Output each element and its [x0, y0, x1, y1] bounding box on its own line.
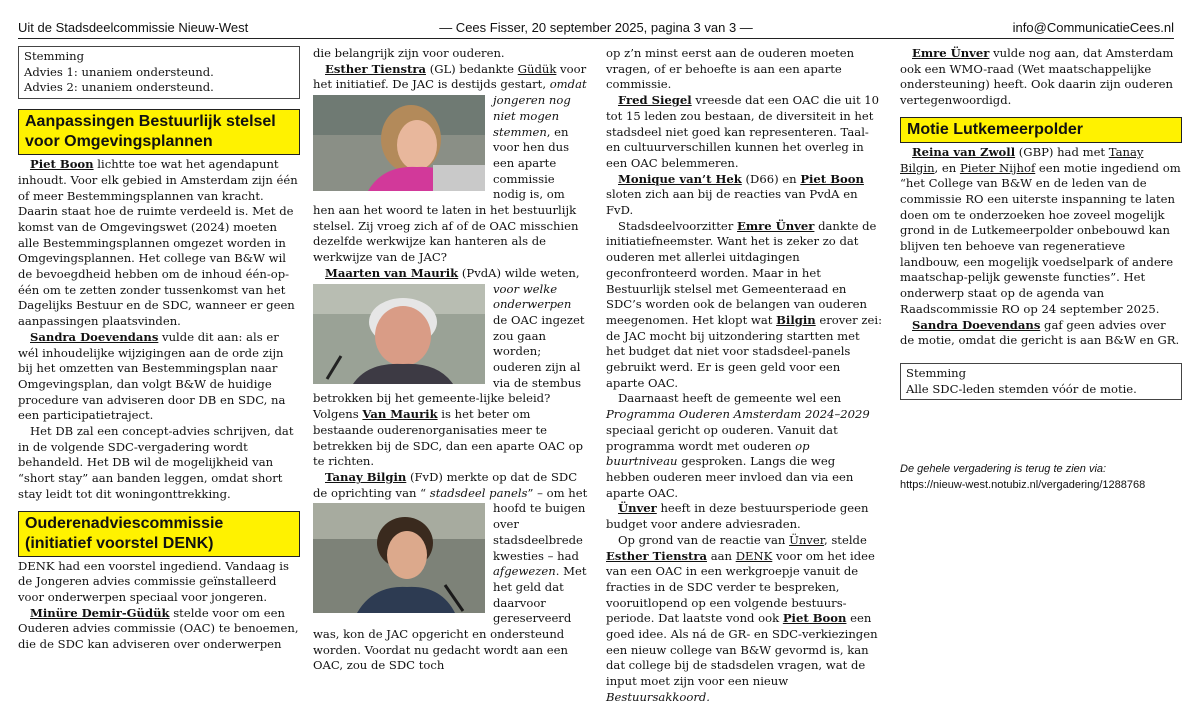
paragraph: [18, 330, 300, 424]
paragraph-text: Volgens: [313, 407, 363, 422]
paragraph-text: ” – om het hoofd te buigen over stadsdeelbrede kwesties – had: [493, 485, 588, 563]
person-name: Minüre Demir-Güdük: [30, 605, 170, 620]
paragraph-text: lichtte toe wat het agendapunt inhoudt. Voor elk gebied in Amsterdam zijn één of meer Bestemmingsplannen van kracht. Daarin staat hoe de ruimte verdeeld is. Met de komst van de Omgevingswet (2024) moeten alle Bestemmingsplannen omgezet worden in Omgevingsplannen. Het college van B&W wil de bevoegdheid hebben om de inhoud één-op-één om te zetten zonder tussenkomst van het Dagelijks Bestuur en de SDC, wanneer er geen aanpassingen plaatsvinden.: [18, 157, 298, 329]
spacer: [900, 109, 1182, 117]
paragraph-text-italic: voor welke onderwerpen: [493, 281, 572, 312]
person-name: Sandra Doevendans: [30, 329, 159, 344]
person-name: Piet Boon: [782, 611, 847, 626]
person-name: Reina van Zwoll: [912, 144, 1016, 159]
paragraph-text: Stadsdeelvoorzitter: [618, 218, 738, 233]
paragraph-text: sloten zich aan bij de reacties van PvdA en FvD.: [606, 187, 858, 218]
person-name: Fred Siegel: [618, 93, 692, 108]
paragraph-text: voor om het idee van een OAC in een werkgroepje vanuit de fracties in de SDC verder te bespreken, vooruitlopend op een volgende bestuurs-periode. Dat laatste vond ook: [606, 548, 875, 626]
paragraph-text: speciaal gericht op ouderen. Vanuit dat programma wordt met ouderen: [606, 422, 838, 453]
spacer: [18, 503, 300, 511]
header-source: Uit de Stadsdeelcommissie Nieuw-West: [18, 20, 249, 35]
paragraph: Het DB zal een concept-advies schrijven, dat in de volgende SDC-vergadering wordt behandeld. Het DB wil de mogelijkheid van “short stay” aan banden leggen, omdat short stay leidt tot dit woningonttrekking.: [18, 424, 294, 501]
paragraph-text: de OAC ingezet zou gaan worden; ouderen zijn al via de stembus betrokken bij het gemeente-lijke beleid?: [313, 312, 585, 406]
paragraph-text: is het beter om bestaande ouderenorganisaties meer te betrekken bij de SDC, dan een aparte OAC op te richten.: [313, 407, 584, 469]
footer-note: De gehele vergadering is terug te zien via:: [900, 463, 1107, 476]
person-reference: Pieter Nijhof: [959, 160, 1036, 175]
paragraph: [313, 470, 588, 674]
paragraph-text: aan: [707, 548, 736, 563]
paragraph-text: vulde dit aan: als er wél inhoudelijke wijzigingen aan de orde zijn bij het omzetten van Bestemmingsplan naar Omgevingsplan, dan volgt B&W de huidige procedure van adviseren door DB en SDC, na een participatietraject.: [18, 329, 286, 423]
section-heading-ouderenadviescommissie: Ouderenadviescommissie (initiatief voorstel DENK): [18, 511, 300, 557]
person-name: Sandra Doevendans: [912, 317, 1041, 332]
spacer: [900, 349, 1182, 363]
person-name: Bilgin: [776, 312, 816, 327]
header-email[interactable]: info@CommunicatieCees.nl: [1012, 20, 1174, 35]
spacer: [900, 410, 1182, 462]
stemming-advies-1: Advies 1: unaniem ondersteund.: [24, 64, 214, 79]
person-name: Emre Ünver: [737, 218, 815, 233]
paragraph-text: , en voor hen dus een aparte commissie nodig is, om hen aan het woord te laten in het bestuurlijk stelsel. Zij vroeg zich af of de OAC misschien dezelfde werkwijze kan hanteren als de werkwijze van de JAC?: [313, 124, 579, 265]
paragraph: [606, 501, 882, 532]
paragraph-text: (GBP) had met: [1015, 144, 1109, 159]
paragraph-text-italic: op buurtniveau: [606, 438, 810, 469]
paragraph: DENK had een voorstel ingediend. Vandaag is de Jongeren advies commissie geïnstalleerd voor onderwerpen speciaal voor jongeren.: [18, 558, 289, 604]
paragraph-text-italic: afgewezen: [493, 564, 556, 579]
photo-tanay-bilgin: [313, 503, 485, 613]
person-name: Esther Tienstra: [325, 61, 427, 76]
paragraph-text: erover zei: de JAC mocht bij uitzondering startten met het budget dat niet voor stadsdeel-panels gebruikt werd. Er is geen geld voor een aparte OAC.: [606, 312, 882, 390]
paragraph-text-italic: omdat jongeren nog niet mogen stemmen: [493, 77, 587, 139]
paragraph-text: (FvD) merkte op dat de SDC de oprichting van “: [313, 469, 578, 500]
paragraph: [900, 318, 1182, 349]
person-name: Esther Tienstra: [606, 548, 708, 563]
paragraph: [606, 391, 882, 501]
photo-maarten-van-maurik: [313, 284, 485, 384]
section-heading-lutkemeerpolder: Motie Lutkemeerpolder: [900, 117, 1182, 143]
stemming-title: Stemming: [906, 365, 967, 380]
paragraph-text-italic: Bestuursakkoord.: [606, 689, 710, 704]
paragraph-text: heeft in deze bestuursperiode geen budget voor andere adviesraden.: [606, 501, 869, 532]
paragraph: [900, 46, 1182, 109]
paragraph: [606, 219, 882, 392]
stemming-box: [900, 363, 1182, 400]
paragraph-text: dankte de initiatiefneemster. Want het is zeker zo dat ouderen met allerlei uitdagingen geconfronteerd worden. Maar in het Bestuurlijk stelsel met Gemeenteraad en SDC’s worden ook de belangen van ouderen meegenomen. Het klopt wat: [606, 218, 877, 327]
paragraph-text: een goed idee. Als ná de GR- en SDC-verkiezingen een nieuw college van B&W gevormd is, kan dat college bij de stadsdelen vragen, wat de input moet zijn voor een nieuw: [606, 611, 878, 689]
person-name: Tanay Bilgin: [325, 469, 407, 484]
paragraph: [900, 145, 1182, 318]
paragraph: [313, 266, 588, 407]
paragraph-text: , en: [934, 160, 960, 175]
person-name: Ünver: [618, 501, 657, 516]
person-name: Piet Boon: [30, 157, 94, 172]
stemming-box: [18, 46, 300, 99]
column-3: [606, 46, 882, 704]
paragraph-text: (D66) en: [741, 171, 801, 186]
paragraph: [313, 62, 588, 266]
photo-esther-tienstra: [313, 95, 485, 191]
paragraph-text-italic: Programma Ouderen Amsterdam 2024–2029: [606, 407, 870, 422]
column-1: [18, 46, 300, 657]
paragraph: die belangrijk zijn voor ouderen.: [313, 46, 505, 60]
person-reference: Ünver: [789, 532, 824, 547]
paragraph-text: Daarnaast heeft de gemeente wel een: [618, 391, 842, 406]
column-4: [900, 46, 1182, 657]
paragraph-text: . Met het geld dat daarvoor gereserveerd was, kon de JAC opgericht en ondersteund worden. Voordat nu gedacht wordt aan een OAC, zou de SDC toch: [313, 564, 587, 673]
person-reference: Van Maurik: [362, 407, 438, 422]
paragraph: [606, 93, 882, 172]
paragraph: [18, 157, 300, 330]
person-name: Piet Boon: [800, 171, 864, 186]
page-header: [18, 20, 1174, 39]
paragraph-text: , stelde: [823, 532, 867, 547]
paragraph-text: gaf geen advies over de motie, omdat die gericht is aan B&W en GR.: [900, 317, 1180, 348]
paragraph: [18, 606, 300, 653]
stemming-result: Alle SDC-leden stemden vóór de motie.: [906, 381, 1137, 396]
person-reference: Güdük: [517, 61, 557, 76]
paragraph-text: vulde nog aan, dat Amsterdam ook een WMO-raad (Wet maatschappelijke ondersteuning) heeft. Ook daarin zijn ouderen vertegenwoordigd.: [900, 46, 1174, 108]
header-author-date: — Cees Fisser, 20 september 2025, pagina 3 van 3 —: [439, 20, 753, 35]
paragraph-text: Op grond van de reactie van: [618, 532, 790, 547]
person-reference: Tanay Bilgin: [900, 144, 1144, 175]
section-heading-bestuurlijk-stelsel: Aanpassingen Bestuurlijk stelsel voor Omgevingsplannen: [18, 109, 300, 155]
paragraph: op z’n minst eerst aan de ouderen moeten vragen, of er behoefte is aan een aparte commissie.: [606, 46, 855, 92]
paragraph-text: (GL) bedankte: [426, 61, 518, 76]
paragraph-text: voor het initiatief. De JAC is destijds gestart,: [313, 61, 587, 92]
paragraph-text-italic: stadsdeel panels: [429, 485, 528, 500]
paragraph: [606, 172, 882, 219]
paragraph: [313, 407, 588, 470]
paragraph-text: vreesde dat een OAC die uit 10 tot 15 leden zou bestaan, de diversiteit in het stadsdeel niet goed kan representeren. Taal- en cultuurverschillen kunnen het overleg in een OAC belemmeren.: [606, 93, 880, 170]
stemming-advies-2: Advies 2: unaniem ondersteund.: [24, 80, 214, 95]
meeting-video-link[interactable]: https://nieuw-west.notubiz.nl/vergadering/1288768: [900, 479, 1146, 492]
column-2: [313, 46, 588, 673]
person-name: Monique van’t Hek: [618, 171, 742, 186]
paragraph-text: een motie ingediend om “het College van B&W en de leden van de commissie RO een uiterste inspanning te laten doen om te onderzoeken hoe zoveel mogelijk grond in de Lutkemeerpolder onbebouwd kan blijven ten behoeve van regeneratieve landbouw, een mogelijk voedselpark of andere maatschap-pelijk gewenste functies”. Het onderwerp staat op de agenda van Raadscommissie RO op 24 september 2025.: [900, 160, 1181, 316]
person-name: Emre Ünver: [912, 46, 990, 60]
paragraph-text: (PvdA) wilde weten,: [458, 265, 580, 280]
paragraph: [606, 533, 882, 706]
paragraph-text: gesproken. Langs die weg hebben ouderen meer invloed dan via een aparte OAC.: [606, 454, 854, 500]
stemming-title: Stemming: [24, 49, 85, 63]
paragraph-text: stelde voor om een Ouderen advies commissie (OAC) te benoemen, die de SDC kan adviseren over onderwerpen: [18, 605, 299, 652]
person-name: Maarten van Maurik: [325, 265, 459, 280]
party-reference: DENK: [735, 548, 773, 563]
